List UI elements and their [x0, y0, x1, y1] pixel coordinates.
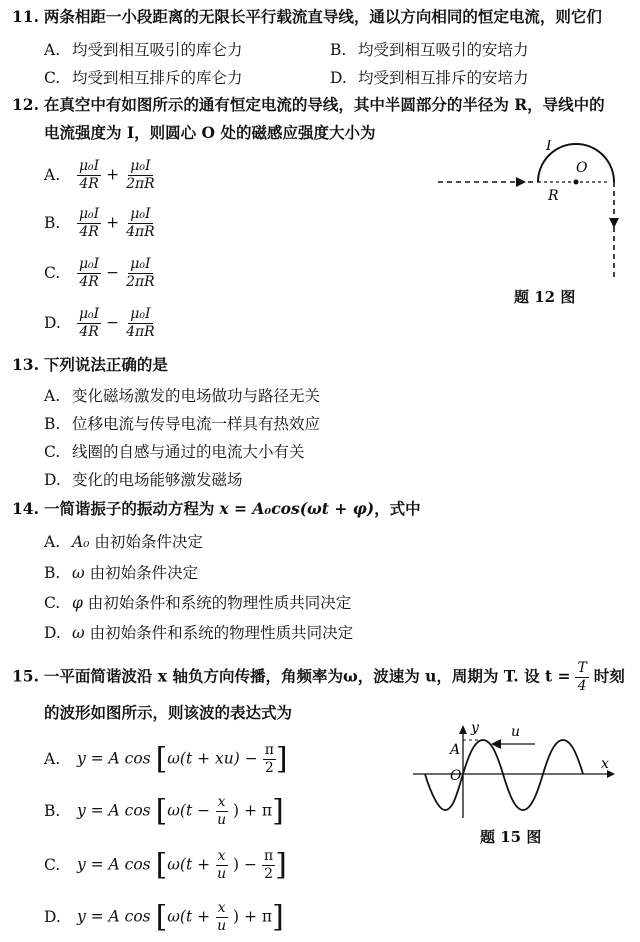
bracket-right: ]	[272, 793, 284, 829]
option-symbol: φ	[72, 594, 83, 612]
label-y: y	[471, 722, 479, 736]
q14-option-a[interactable]	[44, 530, 203, 552]
option-label: D.	[44, 471, 61, 489]
eq-inner-end: ) + π	[233, 907, 273, 926]
operator: −	[106, 313, 120, 332]
q11-option-d[interactable]	[330, 66, 529, 88]
eq-inner-start: ω(t +	[167, 907, 211, 926]
option-label: C.	[44, 855, 61, 874]
y-axis-arrow-icon	[459, 725, 467, 734]
option-text: 变化的电场能够激发磁场	[72, 471, 243, 489]
bracket-right: ]	[275, 741, 288, 777]
center-point	[574, 180, 579, 185]
q12-figure	[430, 140, 630, 285]
option-symbol: ω	[72, 564, 85, 582]
q12-option-d[interactable]	[44, 306, 157, 341]
q13-number: 13.	[12, 355, 39, 374]
q14-option-b[interactable]	[44, 561, 198, 583]
fraction-2: $\frac{\text{μ₀I}}{4\pi R}$	[126, 206, 155, 240]
option-text: 均受到相互吸引的安培力	[358, 41, 529, 59]
option-label: C.	[44, 263, 61, 282]
q12-stem-line1: 在真空中有如图所示的通有恒定电流的导线，其中半圆部分的半径为 R，导线中的	[43, 95, 605, 114]
q13-stem: 下列说法正确的是	[43, 355, 168, 374]
q11-stem: 两条相距一小段距离的无限长平行载流直导线，通以方向相同的恒定电流，则它们	[43, 7, 602, 26]
q15-option-c[interactable]	[44, 848, 287, 883]
q15-option-d[interactable]	[44, 900, 284, 935]
option-label: D.	[44, 907, 61, 926]
q15-option-b[interactable]	[44, 794, 284, 829]
q15-stem-part2: 时刻	[593, 666, 625, 686]
q14-equation: x = A₀cos(ωt + φ)	[219, 499, 375, 518]
question-14	[12, 498, 421, 520]
wave-curve	[425, 740, 583, 810]
x-over-u-fraction: $\frac{x}{u}$	[217, 794, 227, 828]
q13-option-a[interactable]	[44, 384, 320, 406]
eq-inner-end: −	[244, 749, 258, 768]
current-arrow-down-icon	[609, 218, 619, 228]
q15-figure-caption: 题 15 图	[480, 828, 542, 846]
eq-inner-start: ω(t + xu)	[167, 749, 240, 768]
eq-inner-start: ω(t +	[167, 855, 211, 874]
q11-option-c[interactable]	[44, 66, 243, 88]
bracket-left: [	[155, 741, 168, 777]
q14-stem-prefix: 一简谐振子的振动方程为	[43, 499, 215, 518]
operator: +	[106, 213, 120, 232]
fraction-2: $\frac{\text{μ₀I}}{2\pi R}$	[126, 256, 155, 290]
option-label: C.	[44, 69, 61, 87]
q12-stem-line2: 电流强度为 I，则圆心 O 处的磁感应强度大小为	[44, 123, 376, 142]
option-text: 由初始条件和系统的物理性质共同决定	[87, 594, 352, 612]
fraction-2: $\frac{\text{μ₀I}}{4\pi R}$	[126, 306, 155, 340]
q12-figure-caption: 题 12 图	[514, 288, 576, 306]
bracket-left: [	[155, 793, 168, 829]
pi-fraction: $\frac{\pi}{2}$	[263, 848, 274, 882]
q14-option-d[interactable]	[44, 621, 353, 643]
q13-option-d[interactable]	[44, 468, 243, 490]
question-12	[12, 94, 605, 116]
option-label: B.	[44, 213, 61, 232]
question-11	[12, 6, 602, 28]
fraction-1: $\frac{\text{μ₀I}}{4R}$	[78, 158, 100, 192]
q11-option-b[interactable]	[330, 38, 529, 60]
q13-option-c[interactable]	[44, 440, 305, 462]
label-O: O	[576, 160, 588, 176]
eq-inner-end: ) + π	[233, 801, 273, 820]
fraction-1: $\frac{\text{μ₀I}}{4R}$	[78, 306, 100, 340]
eq-prefix: y = A cos	[76, 749, 151, 768]
operator: +	[106, 165, 120, 184]
label-O: O	[450, 768, 462, 784]
option-label: B.	[330, 41, 347, 59]
option-text: 由初始条件决定	[89, 564, 199, 582]
eq-inner-mid: ) −	[233, 855, 257, 874]
q11-number: 11.	[12, 7, 39, 26]
option-text: 由初始条件决定	[94, 533, 203, 551]
fraction-1: $\frac{\text{μ₀I}}{4R}$	[78, 256, 100, 290]
option-label: A.	[44, 41, 61, 59]
eq-prefix: y = A cos	[76, 907, 151, 926]
option-label: D.	[330, 69, 347, 87]
question-13	[12, 354, 168, 376]
bracket-left: [	[155, 847, 168, 883]
eq-inner-start: ω(t −	[167, 801, 211, 820]
option-label: B.	[44, 801, 61, 820]
q15-stem-part1: 一平面简谐波沿 x 轴负方向传播，角频率为ω，波速为 u，周期为 T. 设 t =	[43, 666, 571, 686]
q15-number: 15.	[12, 666, 39, 686]
fraction-1: $\frac{\text{μ₀I}}{4R}$	[78, 206, 100, 240]
q11-option-a[interactable]	[44, 38, 243, 60]
pi-fraction: $\frac{\pi}{2}$	[264, 742, 274, 776]
option-text: 线圈的自感与通过的电流大小有关	[72, 443, 305, 461]
option-label: D.	[44, 624, 61, 642]
option-label: D.	[44, 313, 61, 332]
option-label: A.	[44, 749, 61, 768]
q15-figure	[405, 722, 620, 822]
option-label: C.	[44, 443, 61, 461]
q15-t-fraction: $\frac{T}{4}$	[577, 660, 587, 694]
option-text: 均受到相互排斥的安培力	[358, 69, 529, 87]
question-15	[12, 660, 625, 695]
q14-option-c[interactable]	[44, 591, 351, 613]
eq-prefix: y = A cos	[76, 855, 151, 874]
label-u: u	[511, 724, 521, 740]
option-label: B.	[44, 415, 61, 433]
fraction-2: $\frac{\text{μ₀I}}{2\pi R}$	[126, 158, 155, 192]
option-text: 均受到相互排斥的库仑力	[72, 69, 243, 87]
label-R: R	[548, 188, 559, 204]
x-over-u-fraction: $\frac{x}{u}$	[217, 848, 227, 882]
bracket-right: ]	[275, 847, 287, 883]
bracket-left: [	[155, 899, 168, 935]
option-text: 由初始条件和系统的物理性质共同决定	[89, 624, 354, 642]
option-text: 均受到相互吸引的库仑力	[72, 41, 243, 59]
q14-stem-suffix: ，式中	[374, 499, 421, 518]
label-A: A	[450, 742, 461, 758]
current-arrow-icon	[516, 177, 526, 187]
option-label: B.	[44, 564, 61, 582]
option-symbol: ω	[72, 624, 85, 642]
operator: −	[106, 263, 120, 282]
eq-prefix: y = A cos	[76, 801, 151, 820]
q12-number: 12.	[12, 95, 39, 114]
option-label: A.	[44, 165, 61, 184]
option-symbol: A₀	[72, 533, 90, 551]
option-label: C.	[44, 594, 61, 612]
q13-option-b[interactable]	[44, 412, 320, 434]
q15-stem-line2: 的波形如图所示，则该波的表达式为	[44, 703, 293, 722]
bracket-right: ]	[272, 899, 284, 935]
q14-number: 14.	[12, 499, 39, 518]
label-x: x	[601, 756, 609, 772]
q12-option-c[interactable]	[44, 256, 157, 291]
q12-option-a[interactable]	[44, 158, 157, 193]
option-label: A.	[44, 533, 61, 551]
x-over-u-fraction: $\frac{x}{u}$	[217, 900, 227, 934]
option-text: 变化磁场激发的电场做功与路径无关	[72, 387, 321, 405]
option-label: A.	[44, 387, 61, 405]
q15-option-a[interactable]	[44, 742, 288, 777]
label-I: I	[546, 140, 552, 154]
option-text: 位移电流与传导电流一样具有热效应	[72, 415, 321, 433]
q12-option-b[interactable]	[44, 206, 157, 241]
